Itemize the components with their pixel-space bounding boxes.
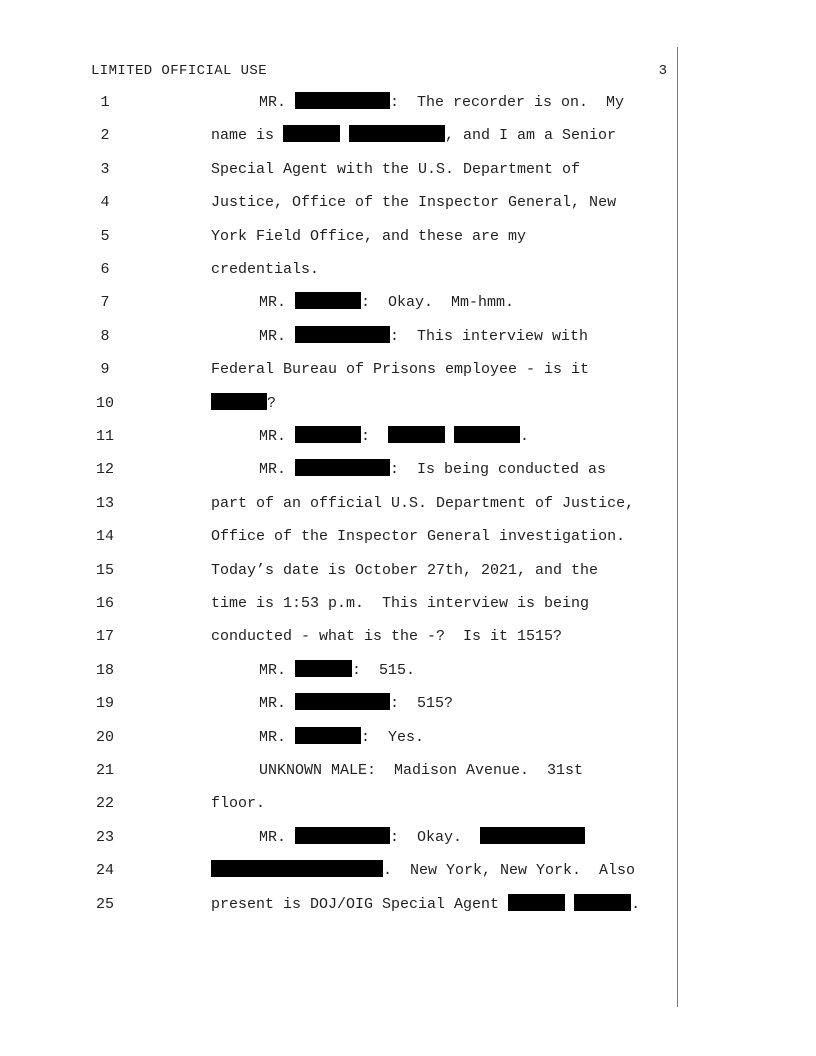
text-run: York Field Office, and these are my [211, 227, 527, 245]
transcript-line [0, 425, 816, 449]
text-run: Office of the Inspector General investigation. [211, 528, 626, 546]
line-number: 15 [95, 561, 114, 579]
classification-marking: LIMITED OFFICIAL USE [91, 63, 268, 79]
text-run: MR. [259, 428, 296, 445]
transcript-line [0, 759, 816, 783]
transcript-line [0, 659, 816, 683]
text-run: : This interview with [390, 327, 589, 345]
line-text [259, 325, 588, 349]
text-run: : Okay. [390, 828, 481, 846]
transcript-line [0, 726, 816, 750]
transcript-line [0, 291, 816, 315]
line-number: 9 [100, 361, 110, 379]
text-run: credentials. [211, 261, 320, 278]
redaction-box [349, 125, 445, 142]
transcript-line [0, 124, 816, 148]
line-text [211, 492, 634, 516]
line-number: 14 [95, 528, 114, 546]
line-text [259, 726, 424, 750]
text-run: MR. [259, 661, 296, 679]
transcript-line [0, 91, 816, 115]
line-text [211, 792, 265, 816]
line-text [211, 893, 640, 917]
transcript-line [0, 893, 816, 917]
transcript-line [0, 792, 816, 816]
line-text [211, 625, 562, 649]
text-run: MR. [259, 828, 296, 846]
redaction-box [295, 292, 361, 309]
line-number: 23 [95, 828, 114, 846]
transcript-line [0, 592, 816, 616]
line-number: 24 [95, 862, 114, 880]
page-header [91, 61, 667, 81]
line-number: 21 [95, 762, 114, 779]
text-run: conducted - what is the -? Is it 1515? [211, 628, 563, 646]
transcript-line [0, 692, 816, 716]
redaction-box [283, 125, 340, 142]
line-number: 5 [100, 227, 110, 245]
line-number: 7 [100, 294, 110, 312]
line-number: 11 [95, 428, 114, 445]
text-run: MR. [259, 294, 296, 312]
redaction-box [295, 727, 361, 744]
line-number: 8 [100, 327, 110, 345]
line-text [211, 225, 526, 249]
line-text [211, 392, 276, 416]
line-text [211, 191, 616, 215]
transcript-line [0, 826, 816, 850]
text-run: MR. [259, 695, 296, 713]
redaction-box [480, 827, 585, 844]
text-run: MR. [259, 327, 296, 345]
transcript-line [0, 525, 816, 549]
redaction-box [454, 426, 520, 443]
transcript-line [0, 559, 816, 583]
line-number: 13 [95, 494, 114, 512]
line-text [259, 291, 514, 315]
text-run: : Okay. Mm-hmm. [361, 294, 515, 312]
text-run: : Is being conducted as [390, 461, 607, 479]
transcript-line [0, 625, 816, 649]
text-run: MR. [259, 728, 296, 746]
line-text [259, 759, 583, 783]
text-run: Today’s date is October 27th, 2021, and the [211, 561, 599, 579]
redaction-box [211, 393, 267, 410]
line-text [211, 859, 635, 883]
text-run: MR. [259, 461, 296, 479]
line-number: 1 [100, 94, 110, 111]
text-run: : The recorder is on. My [390, 94, 625, 111]
text-run: , and I am a Senior [445, 127, 617, 145]
redaction-box [508, 894, 565, 911]
line-number: 16 [95, 595, 114, 612]
text-run: : 515? [390, 695, 454, 713]
text-run [445, 428, 454, 445]
line-number: 4 [100, 194, 110, 212]
line-text [211, 258, 319, 282]
line-number: 25 [95, 895, 114, 913]
text-run: . [520, 428, 530, 445]
text-run [340, 127, 349, 144]
line-number: 6 [100, 261, 110, 278]
redaction-box [295, 660, 352, 677]
text-run: UNKNOWN MALE: Madison Avenue. 31st [259, 762, 584, 779]
line-text [211, 592, 589, 616]
redaction-box [211, 860, 383, 877]
transcript-line [0, 859, 816, 883]
text-run: Special Agent with the U.S. Department of [211, 160, 581, 178]
text-run: floor. [211, 795, 266, 813]
text-run: present is DOJ/OIG Special Agent [211, 895, 509, 913]
text-run: Justice, Office of the Inspector General, New [211, 194, 617, 212]
page-number: 3 [658, 63, 667, 79]
line-text [259, 826, 585, 850]
text-run: Federal Bureau of Prisons employee - is it [211, 361, 590, 379]
line-text [211, 124, 616, 148]
line-text [259, 458, 606, 482]
transcript-line [0, 392, 816, 416]
line-number: 22 [95, 795, 114, 813]
line-text [259, 692, 453, 716]
transcript-line [0, 492, 816, 516]
line-number: 20 [95, 728, 114, 746]
line-number: 19 [95, 695, 114, 713]
line-text [259, 91, 624, 115]
transcript-line [0, 325, 816, 349]
line-text [211, 525, 625, 549]
line-text [211, 559, 598, 583]
text-run: ? [267, 394, 277, 412]
line-number: 17 [95, 628, 114, 646]
line-number: 10 [95, 394, 114, 412]
text-run: : Yes. [361, 728, 425, 746]
text-run: MR. [259, 94, 296, 111]
line-text [259, 659, 415, 683]
transcript-line [0, 158, 816, 182]
text-run: . New York, New York. Also [383, 862, 636, 880]
text-run: . [631, 895, 641, 913]
redaction-box [295, 426, 361, 443]
redaction-box [295, 459, 390, 476]
transcript-line [0, 458, 816, 482]
line-text [211, 358, 589, 382]
redaction-box [295, 92, 390, 109]
redaction-box [388, 426, 445, 443]
redaction-box [295, 827, 390, 844]
transcript-line [0, 358, 816, 382]
text-run: name is [211, 127, 284, 145]
line-text [211, 158, 580, 182]
transcript-line [0, 258, 816, 282]
line-number: 3 [100, 160, 110, 178]
line-number: 18 [95, 661, 114, 679]
redaction-box [295, 693, 390, 710]
redaction-box [295, 326, 390, 343]
text-run: : [361, 428, 389, 445]
text-run: : 515. [352, 661, 416, 679]
transcript-line [0, 225, 816, 249]
redaction-box [574, 894, 631, 911]
transcript-line [0, 191, 816, 215]
text-run: time is 1:53 p.m. This interview is being [211, 595, 590, 612]
text-run [565, 896, 574, 913]
text-run: part of an official U.S. Department of Justice, [211, 494, 635, 512]
line-number: 12 [95, 461, 114, 479]
line-number: 2 [100, 127, 110, 145]
line-text [259, 425, 529, 449]
